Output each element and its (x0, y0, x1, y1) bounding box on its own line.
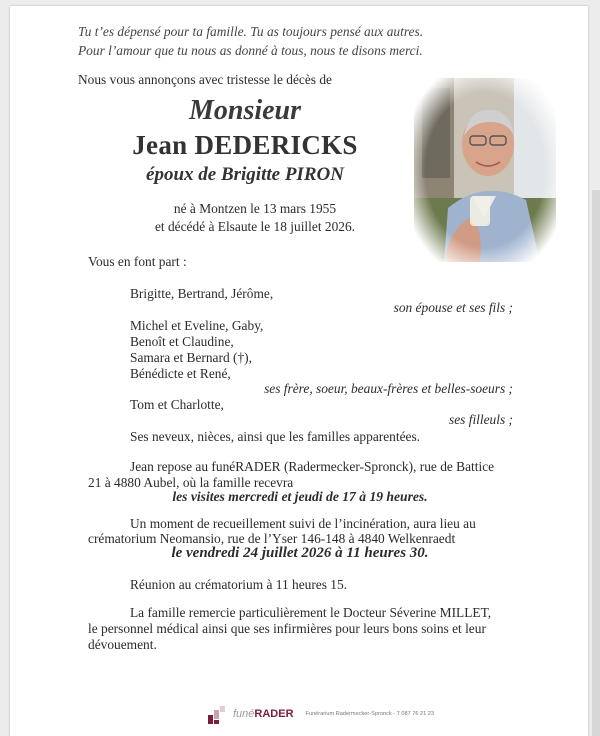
part-intro: Vous en font part : (88, 254, 187, 269)
thanks-line-3: dévouement. (88, 637, 157, 652)
announcement: Nous vous annonçons avec tristesse le décès de (78, 72, 332, 87)
visiting-hours: les visites mercredi et jeudi de 17 à 19 heures. (172, 489, 428, 504)
ceremony-line-1: Un moment de recueillement suivi de l’incinération, aura lieu au (130, 516, 476, 531)
thanks-line-2: le personnel médical ainsi que ses infirmières pour leurs bons soins et leur (88, 621, 486, 636)
funeral-home-footer (205, 702, 434, 726)
family-line-2a: Michel et Eveline, Gaby, (130, 318, 264, 333)
funerarium-contact: Funérarium Radermecker-Spronck - T 087 76 21 23 (305, 711, 435, 717)
family-line-3: Tom et Charlotte, (130, 397, 224, 412)
quote-line-1: Tu t’es dépensé pour ta famille. Tu as toujours pensé aux autres. (78, 24, 424, 39)
birth-line: né à Montzen le 13 mars 1955 (173, 201, 337, 216)
funerarium-brand (233, 708, 294, 720)
family-role-3: ses filleuls ; (449, 412, 513, 427)
brand-name: RADER (254, 708, 294, 720)
meeting-info: Réunion au crématorium à 11 heures 15. (130, 577, 348, 592)
brand-prefix: funé (233, 708, 255, 720)
death-line: et décédé à Elsaute le 18 juillet 2026. (154, 219, 356, 234)
family-line-2d: Bénédicte et René, (130, 366, 231, 381)
funerarium-logo-icon (205, 703, 227, 725)
family-others: Ses neveux, nièces, ainsi que les familles apparentées. (130, 429, 421, 444)
family-line-2b: Benoît et Claudine, (130, 334, 234, 349)
deceased-name-block (110, 94, 380, 188)
epitaph-quote (78, 22, 423, 60)
birth-death-dates (140, 200, 370, 236)
repose-line-2: 21 à 4880 Aubel, où la famille recevra (88, 475, 294, 490)
page-edge (592, 190, 600, 736)
quote-line-2: Pour l’amour que tu nous as donné à tous, nous te disons merci. (78, 43, 423, 58)
family-role-1: son épouse et ses fils ; (393, 300, 513, 315)
thanks-line-1: La famille remercie particulièrement le Docteur Séverine MILLET, (130, 605, 492, 620)
family-line-2c: Samara et Bernard (†), (130, 350, 252, 365)
deceased-name: Jean DEDERICKS (132, 130, 358, 160)
family-line-1: Brigitte, Bertrand, Jérôme, (130, 286, 274, 301)
family-role-2: ses frère, soeur, beaux-frères et belles-soeurs ; (264, 381, 513, 396)
deceased-title: Monsieur (188, 95, 302, 126)
ceremony-line-2: crématorium Neomansio, rue de l’Yser 146-148 à 4840 Welkenraedt (88, 531, 456, 546)
repose-line-1: Jean repose au funéRADER (Radermecker-Spronck), rue de Battice (130, 459, 495, 474)
ceremony-date: le vendredi 24 juillet 2026 à 11 heures 30. (171, 545, 429, 561)
deceased-spouse: époux de Brigitte PIRON (146, 164, 344, 185)
deceased-photo (414, 78, 556, 262)
